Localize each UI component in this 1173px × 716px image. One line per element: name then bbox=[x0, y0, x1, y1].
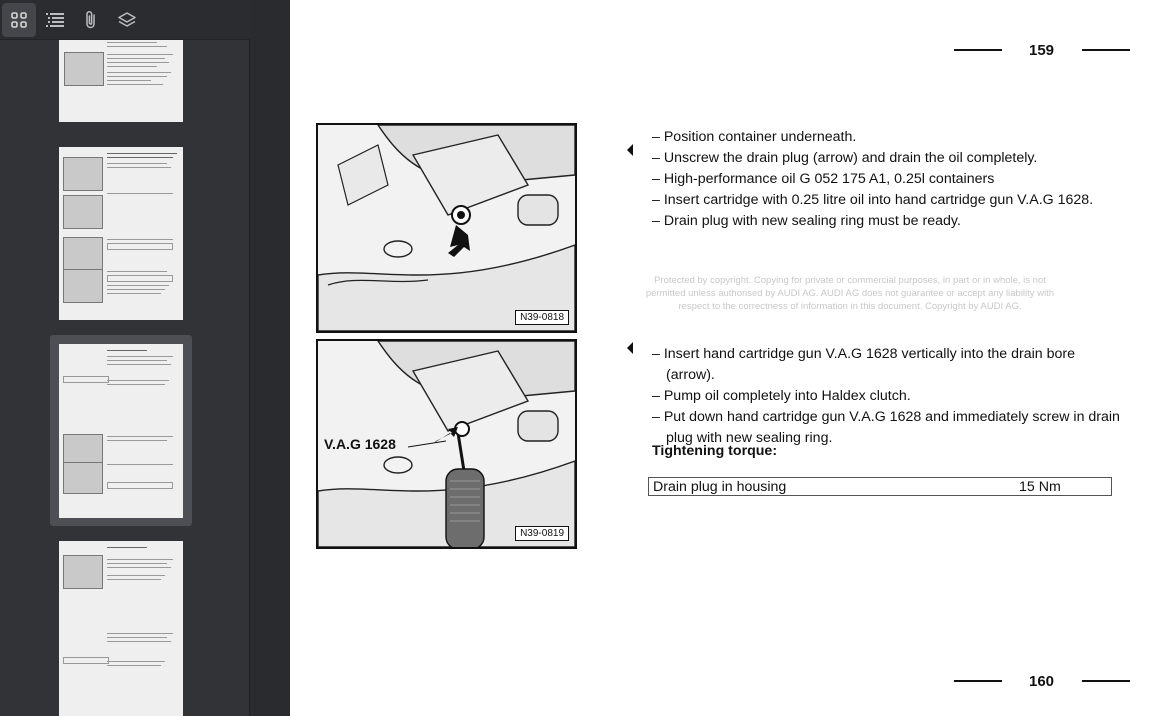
tightening-torque-heading: Tightening torque: bbox=[652, 443, 778, 459]
thumbnail-text-line bbox=[107, 665, 161, 666]
document-page bbox=[290, 0, 1173, 716]
thumbnail-text-line bbox=[107, 76, 167, 77]
page-number-rule bbox=[1082, 49, 1130, 51]
thumbnails-button[interactable] bbox=[2, 3, 36, 37]
thumbnail-text-line bbox=[107, 563, 167, 564]
thumbnail-text-line bbox=[107, 271, 167, 272]
outline-button[interactable] bbox=[38, 3, 72, 37]
page-number-rule bbox=[1082, 680, 1130, 682]
thumbnail-text-line bbox=[107, 360, 167, 361]
instruction-item: – Insert cartridge with 0.25 litre oil into hand cartridge gun V.A.G 1628. bbox=[652, 190, 1122, 211]
thumbnail-figure bbox=[63, 555, 103, 589]
instruction-list-1 bbox=[652, 127, 1122, 232]
thumbnail-table bbox=[63, 376, 109, 383]
thumbnail-text-line bbox=[107, 464, 173, 465]
thumbnail-text-line bbox=[107, 153, 177, 154]
instruction-item: – Insert hand cartridge gun V.A.G 1628 vertically into the drain bore (arrow). bbox=[652, 344, 1122, 386]
thumbnail-text-line bbox=[107, 384, 165, 385]
thumbnail-sidebar[interactable] bbox=[0, 0, 250, 716]
thumbnail-text-line bbox=[107, 567, 171, 568]
thumbnail-text-line bbox=[107, 54, 173, 55]
thumbnail-text-line bbox=[107, 440, 167, 441]
thumbnail-table bbox=[63, 657, 109, 664]
step-marker-icon bbox=[627, 342, 633, 354]
thumbnail-table bbox=[107, 275, 173, 282]
thumbnail-text-line bbox=[107, 289, 165, 290]
torque-value: 15 Nm bbox=[1019, 479, 1061, 495]
thumbnail-table bbox=[107, 482, 173, 489]
thumbnail-figure bbox=[63, 195, 103, 229]
thumbnail-text-line bbox=[107, 436, 173, 437]
thumbnail-text-line bbox=[107, 575, 165, 576]
thumbnail-text-line bbox=[107, 579, 161, 580]
figure-label-1: N39-0818 bbox=[515, 310, 569, 325]
page-thumbnail[interactable] bbox=[59, 541, 183, 716]
figure-cartridge-gun bbox=[316, 339, 577, 549]
thumbnail-text-line bbox=[107, 364, 171, 365]
thumbnail-text-line bbox=[107, 157, 173, 158]
page-number-rule bbox=[954, 49, 1002, 51]
thumbnail-text-line bbox=[107, 641, 171, 642]
thumbnail-text-line bbox=[107, 356, 173, 357]
thumbnail-text-line bbox=[107, 293, 161, 294]
page-thumbnail[interactable] bbox=[59, 40, 183, 122]
page-number-rule bbox=[954, 680, 1002, 682]
torque-table bbox=[648, 477, 1112, 496]
thumbnail-text-line bbox=[107, 167, 171, 168]
thumbnail-text-line bbox=[107, 42, 157, 43]
instruction-item: – High-performance oil G 052 175 A1, 0.25l containers bbox=[652, 169, 1122, 190]
page-number-bottom: 160 bbox=[1029, 673, 1055, 690]
thumbnail-table bbox=[107, 243, 173, 250]
thumbnail-figure bbox=[63, 237, 103, 271]
thumbnail-figure bbox=[63, 269, 103, 303]
thumbnail-text-line bbox=[107, 163, 167, 164]
attachments-paperclip-icon bbox=[83, 10, 99, 30]
thumbnails-grid-icon bbox=[10, 11, 28, 29]
thumbnail-text-line bbox=[107, 72, 171, 73]
outline-list-icon bbox=[45, 11, 65, 29]
sidebar-toolbar bbox=[0, 0, 250, 40]
page-thumbnail[interactable] bbox=[59, 147, 183, 320]
page-number-top: 159 bbox=[1029, 42, 1055, 59]
instruction-item: – Pump oil completely into Haldex clutch. bbox=[652, 386, 1122, 407]
sidebar-divider bbox=[250, 0, 290, 716]
thumbnail-figure bbox=[64, 52, 104, 86]
copyright-watermark: Protected by copyright. Copying for private or commercial purposes, in part or in whole, is not permitted unless authorised by AUDI AG. AUDI AG does not guarantee or accept any liability with respect to the correctness of information in this document. Copyright by AUDI AG. bbox=[645, 275, 1055, 312]
engine-drawing-1 bbox=[318, 125, 575, 331]
thumbnail-text-line bbox=[107, 380, 169, 381]
attachments-button[interactable] bbox=[74, 3, 108, 37]
instruction-item: – Unscrew the drain plug (arrow) and drain the oil completely. bbox=[652, 148, 1122, 169]
thumbnail-text-line bbox=[107, 661, 165, 662]
figure-label-2: N39-0819 bbox=[515, 526, 569, 541]
instruction-item: – Drain plug with new sealing ring must be ready. bbox=[652, 211, 1122, 232]
instruction-item: – Position container underneath. bbox=[652, 127, 1122, 148]
instruction-item: – Put down hand cartridge gun V.A.G 1628 and immediately screw in drain plug with new sealing ring. bbox=[652, 407, 1122, 449]
thumbnail-text-line bbox=[107, 633, 173, 634]
thumbnail-text-line bbox=[107, 239, 173, 240]
figure-drain-plug bbox=[316, 123, 577, 333]
thumbnail-text-line bbox=[107, 58, 165, 59]
thumbnail-text-line bbox=[107, 80, 151, 81]
thumbnail-figure bbox=[63, 157, 103, 191]
torque-item: Drain plug in housing bbox=[653, 479, 787, 495]
thumbnail-text-line bbox=[107, 66, 157, 67]
thumbnail-text-line bbox=[107, 559, 173, 560]
thumbnail-text-line bbox=[107, 193, 173, 194]
thumbnail-text-line bbox=[107, 46, 167, 47]
step-marker-icon bbox=[627, 144, 633, 156]
thumbnail-text-line bbox=[107, 285, 169, 286]
thumbnail-text-line bbox=[107, 84, 163, 85]
page-thumbnail-selected[interactable] bbox=[59, 344, 183, 518]
thumbnail-figure bbox=[63, 462, 103, 494]
instruction-list-2 bbox=[652, 344, 1122, 449]
thumbnail-text-line bbox=[107, 637, 167, 638]
thumbnail-text-line bbox=[107, 62, 169, 63]
thumbnail-text-line bbox=[107, 547, 147, 548]
thumbnail-text-line bbox=[107, 350, 147, 351]
layers-button[interactable] bbox=[110, 3, 144, 37]
tool-callout-label: V.A.G 1628 bbox=[324, 436, 396, 452]
layers-icon bbox=[117, 11, 137, 29]
